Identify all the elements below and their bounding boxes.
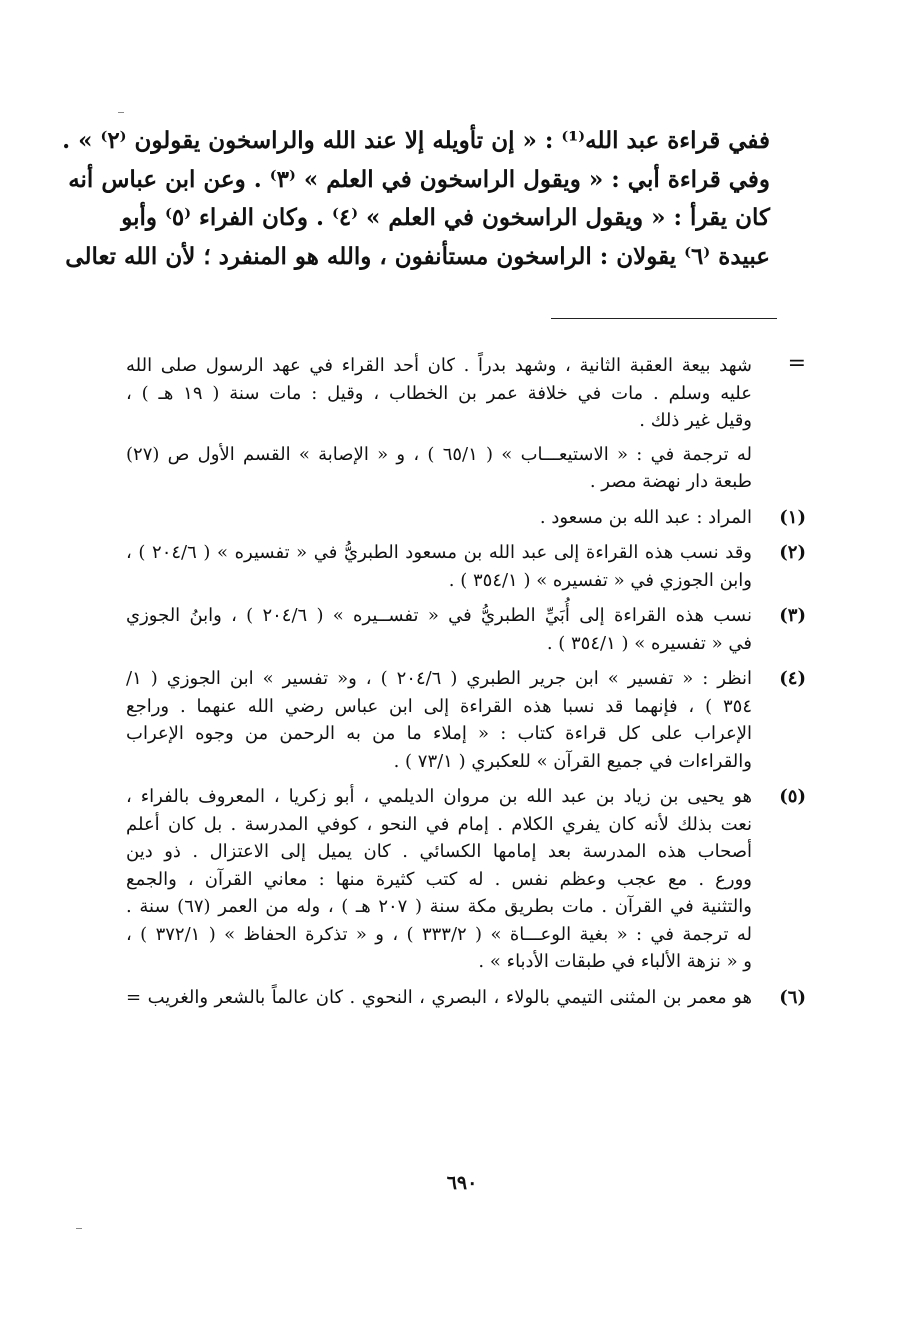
footnote-line: له ترجمة في : « الاستيعـــاب » ( ٦٥/١ ) ، و « الإصابة » القسم الأول ص (٢٧) <box>126 443 752 465</box>
scan-mark-top <box>118 112 124 113</box>
main-line: كان يقرأ : « ويقول الراسخون في العلم » ⁽٤⁾ . وكان الفراء ⁽٥⁾ وأبو <box>121 204 770 231</box>
footnote-line: ٣٥٤ ) ، فإنهما قد نسبا هذه القراءة إلى ابن عباس رضي الله عنهما . وراجع <box>126 695 752 717</box>
footnote-line: المراد : عبد الله بن مسعود . <box>539 506 752 528</box>
footnote-line: وقد نسب هذه القراءة إلى عبد الله بن مسعود الطبريُّ في « تفسيره » ( ٢٠٤/٦ ) ، <box>126 542 752 563</box>
scan-mark-bottom <box>76 1228 82 1229</box>
footnote-3 <box>126 602 806 657</box>
page-number: ٦٩٠ <box>446 1172 478 1194</box>
footnote-line: وورع . مع عجب وعظم نفس . له كتب كثيرة منها : معاني القرآن ، والجمع <box>126 868 752 890</box>
footnote-line: وابن الجوزي في « تفسيره » ( ٣٥٤/١ ) . <box>448 569 752 591</box>
footnote-line: وقيل غير ذلك . <box>639 410 752 431</box>
footnote-line: والقراءات في جميع القرآن » للعكبري ( ٧٣/١ ) . <box>393 750 752 772</box>
footnote-2 <box>126 539 806 594</box>
footnote-line: في « تفسيره » ( ٣٥٤/١ ) . <box>546 632 752 654</box>
main-line: ففي قراءة عبد الله⁽¹⁾ : « إن تأويله إلا عند الله والراسخون يقولون ⁽٢⁾ » . <box>62 127 770 154</box>
main-line: وفي قراءة أبي : « ويقول الراسخون في العلم » ⁽٣⁾ . وعن ابن عباس أنه <box>68 165 770 193</box>
footnote-marker: (٢) <box>779 542 806 563</box>
footnote-4 <box>126 665 806 775</box>
footnote-line: والتثنية في القرآن . مات بطريق مكة سنة ( ٢٠٧ هـ ) ، وله من العمر (٦٧) سنة . <box>126 896 752 917</box>
footnote-line: هو يحيى بن زياد بن عبد الله بن مروان الديلمي ، أبو زكريا ، المعروف بالفراء ، <box>126 786 752 807</box>
footnote-line: عليه وسلم . مات في خلافة عمر بن الخطاب ، وقيل : مات سنة ( ١٩ هـ ) ، <box>126 382 752 404</box>
footnote-separator <box>551 318 777 319</box>
footnote-marker: = <box>787 351 806 376</box>
footnote-line: هو معمر بن المثنى التيمي بالولاء ، البصري ، النحوي . كان عالماً بالشعر والغريب = <box>126 986 752 1008</box>
footnote-marker: (٤) <box>779 668 806 689</box>
footnote-line: شهد بيعة العقبة الثانية ، وشهد بدراً . كان أحد القراء في عهد الرسول صلى الله <box>126 355 752 376</box>
main-line: عبيدة ⁽٦⁾ يقولان : الراسخون مستأنفون ، والله هو المنفرد ؛ لأن الله تعالى <box>65 242 770 270</box>
main-text <box>62 122 770 276</box>
footnote-line: طبعة دار نهضة مصر . <box>589 471 752 492</box>
footnote-line: و « نزهة الألباء في طبقات الأدباء » . <box>478 951 752 972</box>
footnote-continuation <box>126 352 806 496</box>
footnote-line: انظر : « تفسير » ابن جرير الطبري ( ٢٠٤/٦ ) ، و« تفسير » ابن الجوزي ( ١/ <box>126 668 752 689</box>
footnote-marker: (١) <box>779 506 806 528</box>
footnote-line: نسب هذه القراءة إلى أُبَيِّ الطبريُّ في « تفســيره » ( ٢٠٤/٦ ) ، وابنُ الجوزي <box>126 605 752 626</box>
footnote-marker: (٥) <box>779 786 806 807</box>
footnote-5 <box>126 783 806 976</box>
footnote-line: نعت بذلك لأنه كان يفري الكلام . إمام في النحو ، كوفي المدرسة . بل كان أعلم <box>126 813 752 835</box>
footnote-marker: (٦) <box>779 986 806 1008</box>
footnote-1 <box>126 504 806 532</box>
footnote-line: الإعراب على كل قراءة كتاب : « إملاء ما من به الرحمن من وجوه الإعراب <box>126 723 752 744</box>
footnote-marker: (٣) <box>779 605 806 626</box>
footnote-6 <box>126 984 806 1012</box>
footnotes <box>126 352 806 1019</box>
footnote-line: أصحاب هذه المدرسة بعد إمامها الكسائي . كان يميل إلى الاعتزال . ذو دين <box>126 841 752 862</box>
footnote-line: له ترجمة في : « بغية الوعـــاة » ( ٣٣٣/٢ ) ، و « تذكرة الحفاظ » ( ٣٧٢/١ ) ، <box>126 923 752 945</box>
